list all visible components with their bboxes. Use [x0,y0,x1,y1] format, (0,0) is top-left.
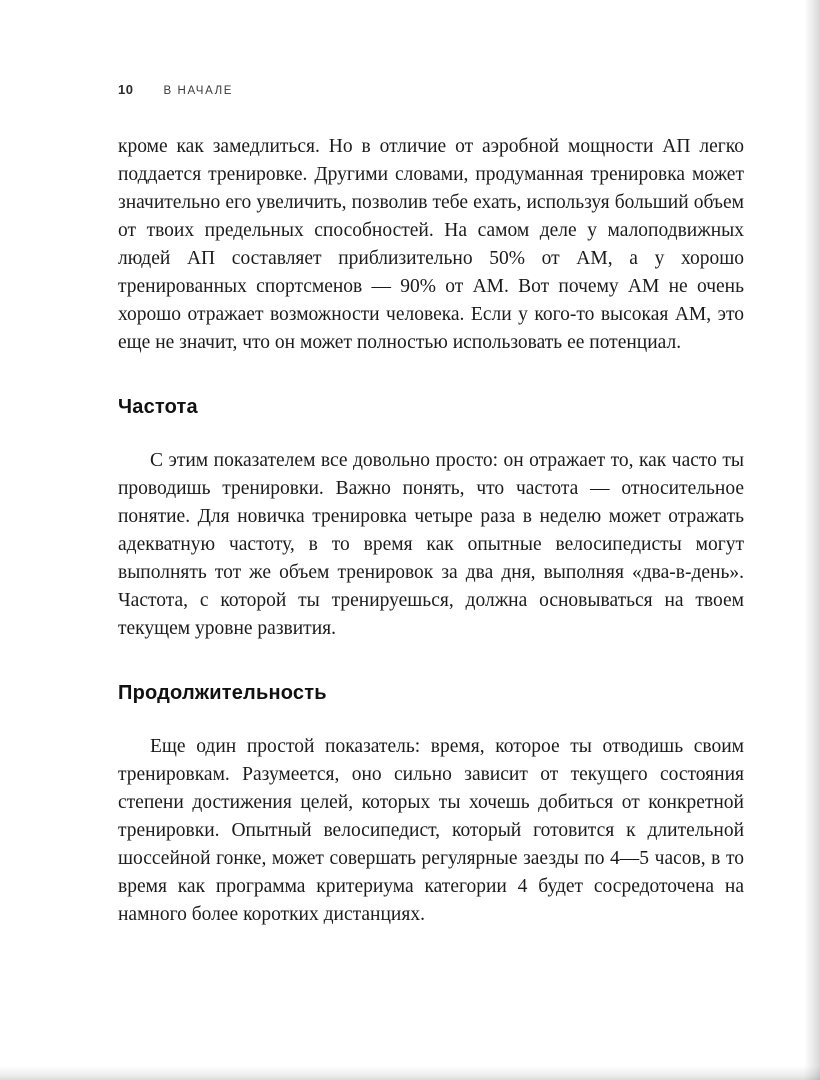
page-body [118,133,744,929]
page-edge-shadow-right [804,0,820,1080]
page-content [118,82,744,929]
section-heading-frequency: Частота [118,396,198,418]
frequency-paragraph: С этим показателем все довольно просто: он отражает то, как часто ты проводишь тренировки. Важно понять, что частота — относительное понятие. Для новичка тренировка четыре раза в неделю может отражать адекватную частоту, в то время как опытные велосипедисты могут выполнять тот же объем тренировок за два дня, выполняя «два-в-день». Частота, с которой ты тренируешься, должна основываться на твоем текущем уровне развития. [118,450,744,639]
running-head [118,82,744,97]
section-heading-duration: Продолжительность [118,682,327,704]
running-title: В НАЧАЛЕ [163,85,234,97]
intro-paragraph: кроме как замедлиться. Но в отличие от аэробной мощности АП легко поддается тренировке. Другими словами, продуманная тренировка может значительно его увеличить, позволив тебе ехать, используя больший объем от твоих предельных способностей. На самом деле у малоподвижных людей АП составляет приблизительно 50% от АМ, а у хорошо тренированных спортсменов — 90% от АМ. Вот почему АМ не очень хорошо отражает возможности человека. Если у кого-то высокая АМ, это еще не значит, что он может полностью использовать ее потенциал. [118,136,744,353]
page-number: 10 [118,82,134,97]
duration-paragraph: Еще один простой показатель: время, которое ты отводишь своим тренировкам. Разумеется, оно сильно зависит от текущего состояния степени достижения целей, которых ты хочешь добиться от конкретной тренировки. Опытный велосипедист, который готовится к длительной шоссейной гонке, может совершать регулярные заезды по 4—5 часов, в то время как программа критериума категории 4 будет сосредоточена на намного более коротких дистанциях. [118,736,744,925]
page-edge-shadow-bottom [0,1066,820,1080]
